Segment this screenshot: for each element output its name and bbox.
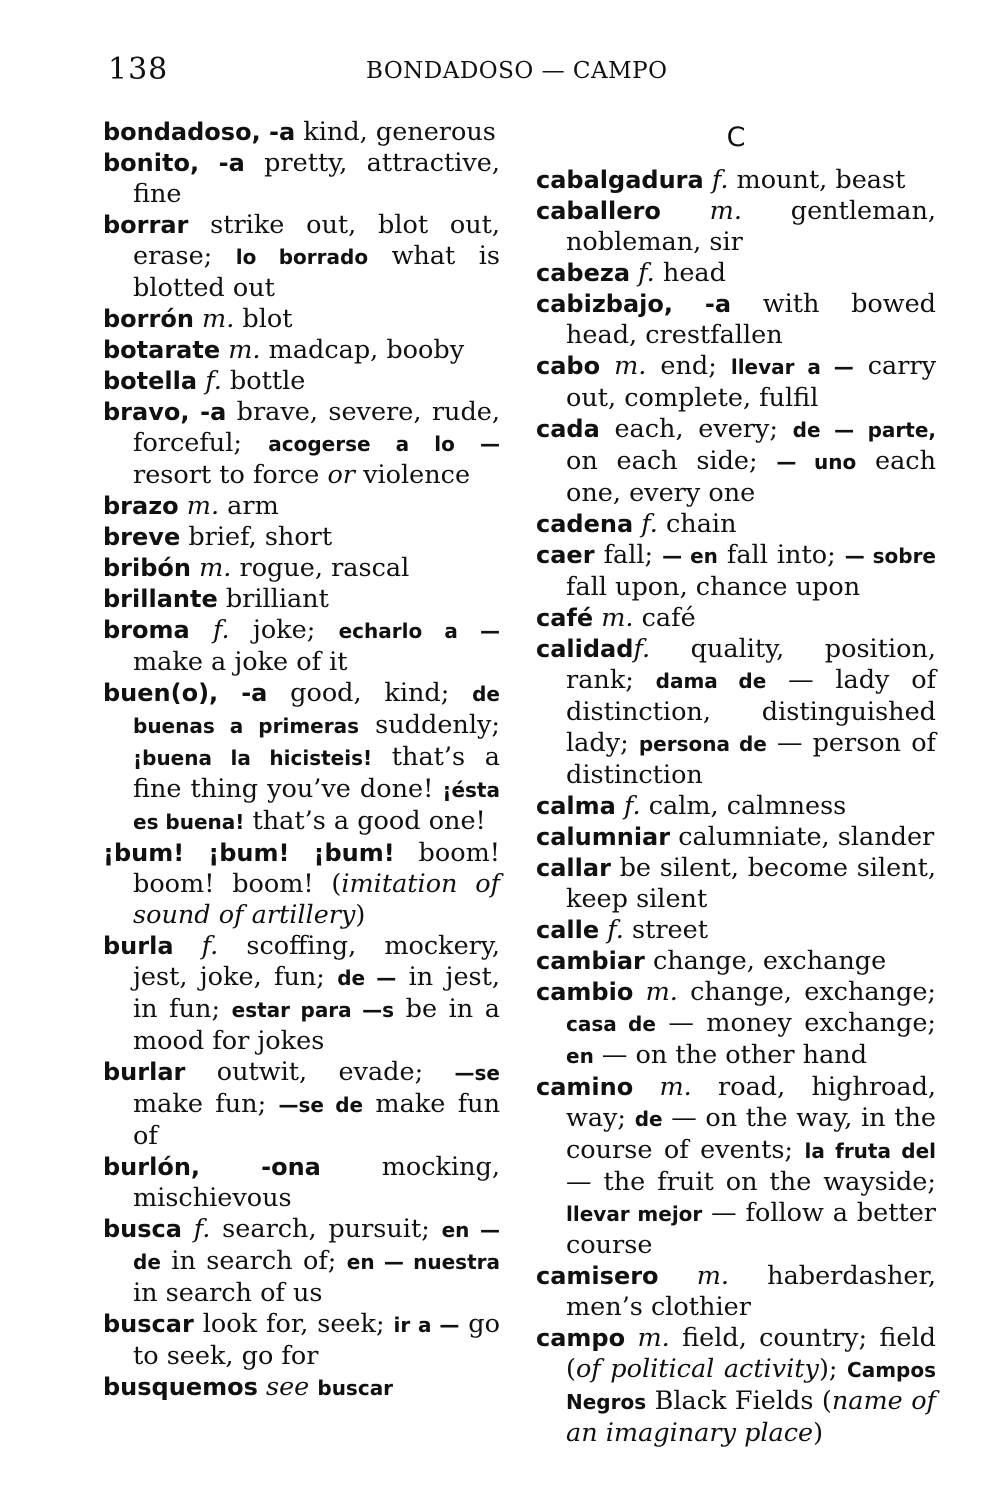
entry-headword: cabeza [536, 259, 631, 287]
entry-headword: campo [536, 1324, 626, 1352]
entry-italic: m. [659, 1072, 692, 1102]
entry-text [659, 1261, 697, 1291]
entry-headword: borrón [103, 305, 194, 333]
dictionary-entry [103, 1057, 500, 1152]
entry-phrase: llevar mejor [566, 1202, 703, 1226]
entry-italic: m. [645, 977, 678, 1007]
entry-phrase: dama de [655, 669, 767, 693]
entry-headword: buscar [103, 1310, 194, 1338]
entry-headword: burla [103, 932, 174, 960]
entry-headword: camisero [536, 1262, 659, 1290]
entry-text: kind, generous [295, 117, 496, 147]
entry-headword: bondadoso, -a [103, 118, 296, 146]
entry-text: make a joke of it [133, 647, 348, 677]
entry-headword: cabizbajo, -a [536, 290, 732, 318]
entry-phrase: estar para —s [231, 998, 395, 1022]
dictionary-entry [103, 491, 500, 522]
entry-text [633, 1072, 659, 1102]
entry-phrase: Campos Negros [566, 1358, 936, 1414]
dictionary-entry [103, 1372, 500, 1404]
entry-phrase: —se de [278, 1093, 364, 1117]
entry-phrase: de — parte, [792, 418, 936, 442]
entry-headword: cambiar [536, 947, 645, 975]
entry-text: be in a mood for jokes [133, 994, 501, 1056]
entry-headword: callar [536, 854, 611, 882]
entry-phrase: llevar a — [730, 355, 854, 379]
dictionary-entry [103, 522, 500, 553]
entry-phrase: de buenas a primeras [133, 682, 500, 738]
entry-text: change, exchange [644, 946, 887, 976]
entry-text: field, country; field ( [566, 1323, 936, 1384]
entry-text: mocking, mischievous [133, 1152, 500, 1213]
entry-phrase: — sobre [844, 544, 937, 568]
entry-headword: borrar [103, 211, 189, 239]
entry-text: boom! boom! boom! ( [133, 838, 501, 899]
dictionary-entry [103, 366, 500, 397]
dictionary-entry [103, 838, 500, 931]
entry-text: look for, seek; [193, 1309, 394, 1339]
dictionary-entry [536, 946, 936, 977]
entry-text: bottle [221, 366, 306, 396]
entry-text: outwit, evade; [185, 1057, 455, 1087]
entry-text [182, 1214, 194, 1244]
entry-phrase: de [634, 1107, 663, 1131]
dictionary-entry [103, 117, 500, 148]
entry-headword: burlón, -ona [103, 1153, 321, 1181]
entry-text: quality, position, rank; [566, 634, 936, 695]
entry-text: — follow a better course [566, 1198, 936, 1260]
entry-headword: ¡bum! ¡bum! ¡bum! [103, 839, 395, 867]
entry-text: in search of us [133, 1278, 323, 1308]
entry-headword: botella [103, 367, 198, 395]
entry-italic: m. [614, 351, 647, 381]
entry-italic: m. [696, 1261, 729, 1291]
dictionary-entry [536, 289, 936, 351]
entry-headword: cadena [536, 510, 634, 538]
entry-headword: cabalgadura [536, 166, 704, 194]
entry-text: brave, severe, rude, forceful; [133, 397, 500, 458]
dictionary-entry [103, 304, 500, 335]
entry-text: — on the way, in the course of events; [566, 1103, 936, 1165]
entry-text: change, exchange; [677, 977, 937, 1007]
entry-phrase: ¡buena la hicisteis! [133, 746, 373, 770]
entry-text: that’s a good one! [244, 806, 486, 836]
right-column [536, 117, 936, 1449]
running-title: BONDADOSO — CAMPO [366, 58, 668, 84]
entry-headword: buen(o), -a [103, 679, 268, 707]
entry-text [630, 258, 638, 288]
section-letter: C [726, 122, 746, 153]
entry-text [258, 1372, 266, 1402]
dictionary-entry [536, 915, 936, 946]
entry-text [625, 1323, 637, 1353]
entry-text: fall into; [717, 540, 845, 570]
entry-italic: m. [228, 335, 261, 365]
entry-phrase: echarlo a — [338, 619, 500, 643]
dictionary-entry [103, 397, 500, 491]
entry-text: gentleman, nobleman, sir [566, 196, 936, 257]
dictionary-entry [536, 509, 936, 540]
entry-text: carry out, complete, fulfil [566, 351, 937, 413]
dictionary-entry [103, 1214, 500, 1309]
entry-text: madcap, booby [260, 335, 465, 365]
entry-phrase: ¡ésta es buena! [133, 778, 500, 834]
entry-italic: m. [199, 553, 232, 583]
entry-italic: see [265, 1372, 310, 1402]
entry-italic: f. [205, 366, 222, 396]
entry-headword: camino [536, 1073, 634, 1101]
entry-italic: f. [607, 915, 624, 945]
entry-text: brief, short [180, 522, 333, 552]
entry-text: mount, beast [728, 165, 906, 195]
entry-headword: caballero [536, 197, 661, 225]
entry-italic: f. [633, 634, 651, 664]
entry-text: brilliant [217, 584, 329, 614]
entry-phrase: buscar [317, 1376, 394, 1400]
entry-headword: breve [103, 523, 181, 551]
dictionary-entry [536, 634, 936, 791]
entry-headword: calle [536, 916, 600, 944]
entry-phrase: en — nuestra [346, 1250, 500, 1274]
entry-text: head [654, 258, 726, 288]
entry-text: good, kind; [267, 678, 473, 708]
entry-phrase: de — [337, 966, 397, 990]
entry-phrase: persona de [638, 732, 767, 756]
entry-text: — the fruit on the wayside; [566, 1167, 936, 1197]
entry-headword: calidad [536, 635, 634, 663]
entry-italic: of political activity [575, 1354, 819, 1384]
entry-italic: m. [186, 491, 220, 521]
dictionary-entry [103, 584, 500, 615]
entry-text: — money exchange; [655, 1008, 936, 1038]
entry-headword: bonito, -a [103, 149, 245, 177]
entry-headword: cambio [536, 978, 634, 1006]
entry-headword: busquemos [103, 1373, 258, 1401]
entry-headword: cabo [536, 352, 601, 380]
entry-phrase: en [566, 1044, 594, 1068]
entry-headword: caer [536, 541, 595, 569]
entry-text: resort to force [133, 460, 328, 490]
left-column [103, 117, 500, 1404]
dictionary-entry [536, 1072, 936, 1261]
entry-text: fall; [594, 540, 663, 570]
dictionary-entry [536, 540, 936, 603]
entry-text: fall upon, chance upon [566, 572, 861, 602]
entry-text: calumniate, slander [670, 822, 935, 852]
entry-text [197, 366, 205, 396]
entry-phrase: acogerse a lo — [268, 432, 500, 456]
entry-text [174, 931, 202, 961]
entry-text: strike out, blot out, erase; [133, 210, 500, 271]
entry-text: that’s a fine thing you’ve done! [133, 742, 501, 804]
entry-phrase: ir a — [393, 1313, 460, 1337]
entry-text: — lady of distinction, distinguished lady; [566, 665, 937, 758]
entry-italic: f. [213, 615, 230, 645]
entry-phrase: — en [662, 544, 718, 568]
entry-text [191, 553, 199, 583]
entry-text: end; [646, 351, 731, 381]
entry-italic: f. [711, 165, 729, 195]
entry-text [704, 165, 712, 195]
entry-text: café [633, 603, 696, 633]
entry-text: make fun of [133, 1089, 500, 1151]
right-entries [536, 165, 936, 1449]
entry-headword: busca [103, 1215, 182, 1243]
entry-text: suddenly; [359, 710, 500, 740]
entry-text: Black Fields ( [646, 1386, 832, 1416]
entry-italic: f. [641, 509, 658, 539]
entry-phrase: —se [454, 1061, 500, 1085]
dictionary-entry [103, 148, 500, 210]
entry-text: what is blotted out [133, 241, 501, 303]
entry-text: haberdasher, men’s clothier [566, 1261, 936, 1322]
entry-text: violence [354, 460, 471, 490]
entry-text: ) [355, 900, 366, 930]
entry-italic: m. [709, 196, 742, 226]
entry-text: each, every; [599, 414, 793, 444]
dictionary-entry [536, 603, 936, 634]
dictionary-entry [536, 196, 936, 258]
entry-text: in jest, in fun; [133, 962, 500, 1024]
entry-text: with bowed head, crestfallen [566, 289, 937, 350]
entry-italic: or [327, 460, 355, 490]
dictionary-entry [536, 414, 936, 509]
dictionary-entry [103, 678, 500, 838]
entry-text: in search of; [160, 1246, 347, 1276]
entry-text: — person of distinction [566, 728, 936, 790]
entry-text [600, 351, 614, 381]
entry-text: arm [219, 491, 279, 521]
entry-phrase: en — de [133, 1218, 500, 1274]
entry-text: blot [234, 304, 293, 334]
entry-phrase: lo borrado [235, 245, 369, 269]
entry-phrase: casa de [566, 1012, 656, 1036]
entry-italic: name of an imaginary place [566, 1386, 936, 1448]
page-header [108, 52, 938, 92]
entry-text [661, 196, 710, 226]
entry-text [190, 615, 213, 645]
entry-headword: calma [536, 792, 616, 820]
entry-italic: f. [193, 1214, 211, 1244]
dictionary-entry [536, 165, 936, 196]
entry-text: calm, calmness [640, 791, 847, 821]
entry-italic: m. [202, 304, 235, 334]
dictionary-entry [536, 1323, 936, 1449]
entry-italic: f. [201, 931, 219, 961]
dictionary-entry [536, 853, 936, 915]
entry-italic: f. [638, 258, 655, 288]
entry-text: — on the other hand [593, 1040, 868, 1070]
dictionary-entry [103, 335, 500, 366]
dictionary-entry [103, 1152, 500, 1214]
entry-headword: broma [103, 616, 190, 644]
entry-text: street [623, 915, 708, 945]
dictionary-entry [103, 210, 500, 304]
entry-text: chain [657, 509, 737, 539]
entry-text: scoffing, mockery, jest, joke, fun; [133, 931, 500, 992]
entry-italic: m. [601, 603, 634, 633]
entry-text: pretty, attractive, fine [133, 148, 500, 209]
entry-headword: bravo, -a [103, 398, 227, 426]
entry-text: ) [813, 1418, 824, 1448]
entry-headword: brillante [103, 585, 218, 613]
dictionary-entry [536, 258, 936, 289]
entry-text: search, pursuit; [210, 1214, 442, 1244]
dictionary-entry [536, 1261, 936, 1323]
dictionary-entry [536, 791, 936, 822]
entry-italic: imitation of sound of artillery [133, 869, 500, 930]
entry-text: rogue, rascal [231, 553, 410, 583]
entry-italic: f. [623, 791, 641, 821]
entry-text: road, highroad, way; [566, 1072, 936, 1133]
entry-headword: café [536, 604, 594, 632]
entry-phrase: — uno [776, 450, 857, 474]
entry-headword: brazo [103, 492, 179, 520]
entry-text: each one, every one [566, 446, 936, 508]
dictionary-entry [536, 351, 936, 414]
entry-headword: bribón [103, 554, 191, 582]
entry-headword: cada [536, 415, 600, 443]
entry-headword: botarate [103, 336, 221, 364]
dictionary-entry [103, 1309, 500, 1372]
dictionary-entry [103, 553, 500, 584]
page-number: 138 [108, 52, 169, 87]
entry-text [616, 791, 624, 821]
entry-text: go to seek, go for [133, 1309, 500, 1371]
entry-text: on each side; [566, 446, 777, 476]
entry-headword: burlar [103, 1058, 186, 1086]
entry-text: ); [818, 1354, 848, 1384]
dictionary-entry [103, 615, 500, 678]
dictionary-entry [536, 822, 936, 853]
dictionary-entry [536, 977, 936, 1072]
entry-text: make fun; [133, 1089, 279, 1119]
entry-text: joke; [229, 615, 339, 645]
entry-headword: calumniar [536, 823, 671, 851]
entry-phrase: la fruta del [804, 1139, 937, 1163]
dictionary-entry [103, 931, 500, 1057]
entry-text [633, 977, 645, 1007]
entry-text [179, 491, 187, 521]
entry-italic: m. [637, 1323, 670, 1353]
entry-text [194, 304, 202, 334]
entry-text: be silent, become silent, keep silent [566, 853, 936, 914]
